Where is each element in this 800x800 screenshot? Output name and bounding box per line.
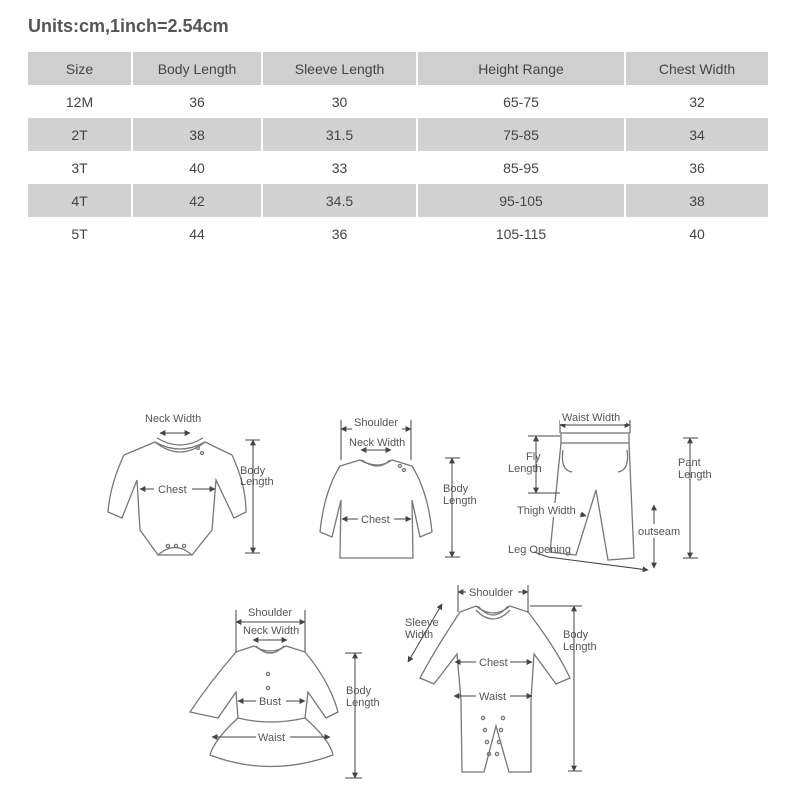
shirt-chest-label: Chest xyxy=(361,514,390,526)
bodysuit-chest-label: Chest xyxy=(158,484,187,496)
table-cell: 36 xyxy=(132,85,262,118)
dress-shoulder-label: Shoulder xyxy=(248,607,293,619)
table-cell: 38 xyxy=(132,118,262,151)
dress-bust-label: Bust xyxy=(259,696,282,708)
bodysuit-diagram xyxy=(108,438,246,555)
table-cell: 12M xyxy=(28,85,132,118)
table-cell: 75-85 xyxy=(417,118,625,151)
shirt-diagram xyxy=(320,460,432,558)
table-cell: 95-105 xyxy=(417,184,625,217)
bodysuit-body-length-label-2: Length xyxy=(240,476,274,488)
table-cell: 40 xyxy=(132,151,262,184)
size-table xyxy=(28,52,768,250)
pants-fly-length-label-2: Length xyxy=(508,463,542,475)
table-cell: 30 xyxy=(262,85,417,118)
pants-leg-opening-label: Leg Opening xyxy=(508,544,571,556)
table-cell: 2T xyxy=(28,118,132,151)
pants-waist-width-label: Waist Width xyxy=(562,412,621,424)
romper-sleeve-width-label-2: Width xyxy=(405,629,434,641)
romper-shoulder-label: Shoulder xyxy=(469,587,514,599)
dress-neck-width-label: Neck Width xyxy=(243,625,300,637)
pants-outseam-label: outseam xyxy=(638,526,681,538)
table-cell: 32 xyxy=(689,93,705,110)
shirt-neck-width-label: Neck Width xyxy=(349,437,406,449)
pants-fly-length-label-1: Fly xyxy=(526,451,541,463)
romper-body-length-label-2: Length xyxy=(563,641,597,653)
pants-pant-length-label-2: Length xyxy=(678,469,712,481)
shirt-body-length-label-2: Length xyxy=(443,495,477,507)
table-row xyxy=(28,118,768,151)
table-cell: 44 xyxy=(132,217,262,250)
table-header-row xyxy=(28,52,768,85)
table-cell: 33 xyxy=(262,151,417,184)
table-cell: 105-115 xyxy=(417,217,625,250)
garment-measurement-diagrams xyxy=(0,400,800,800)
table-cell: 34.5 xyxy=(262,184,417,217)
shirt-body-length-label-1: Body xyxy=(443,483,469,495)
pants-pant-length-label-1: Pant xyxy=(678,457,701,469)
table-row xyxy=(28,151,768,184)
shirt-shoulder-label: Shoulder xyxy=(354,417,399,429)
dress-body-length-label-1: Body xyxy=(346,685,372,697)
bodysuit-body-length-label-1: Body xyxy=(240,465,266,477)
romper-chest-label: Chest xyxy=(479,657,508,669)
table-cell: 42 xyxy=(132,184,262,217)
table-cell: 5T xyxy=(28,217,132,250)
table-row xyxy=(28,184,768,217)
table-cell: 38 xyxy=(689,192,705,209)
table-cell: 3T xyxy=(28,151,132,184)
romper-body-length-label-1: Body xyxy=(563,629,589,641)
bodysuit-neck-width-label: Neck Width xyxy=(145,413,202,425)
table-cell: 36 xyxy=(689,159,705,176)
table-cell: 31.5 xyxy=(262,118,417,151)
table-cell: 85-95 xyxy=(417,151,625,184)
dress-body-length-label-2: Length xyxy=(346,697,380,709)
romper-sleeve-width-label-1: Sleeve xyxy=(405,617,439,629)
header-chest-width: Chest Width xyxy=(658,60,736,77)
romper-waist-label: Waist xyxy=(479,691,507,703)
header-sleeve-length: Sleeve Length xyxy=(262,52,417,85)
table-cell: 40 xyxy=(689,225,705,242)
pants-diagram xyxy=(550,433,634,560)
table-row xyxy=(28,217,768,250)
dress-waist-label: Waist xyxy=(258,732,286,744)
units-note: Units:cm,1inch=2.54cm xyxy=(28,16,229,36)
header-body-length: Body Length xyxy=(132,52,262,85)
pants-thigh-width-label: Thigh Width xyxy=(517,505,576,517)
table-cell: 36 xyxy=(262,217,417,250)
table-cell: 4T xyxy=(28,184,132,217)
table-cell: 65-75 xyxy=(417,85,625,118)
header-size: Size xyxy=(28,52,132,85)
header-height-range: Height Range xyxy=(417,52,625,85)
table-row xyxy=(28,85,768,118)
table-cell: 34 xyxy=(689,126,705,143)
